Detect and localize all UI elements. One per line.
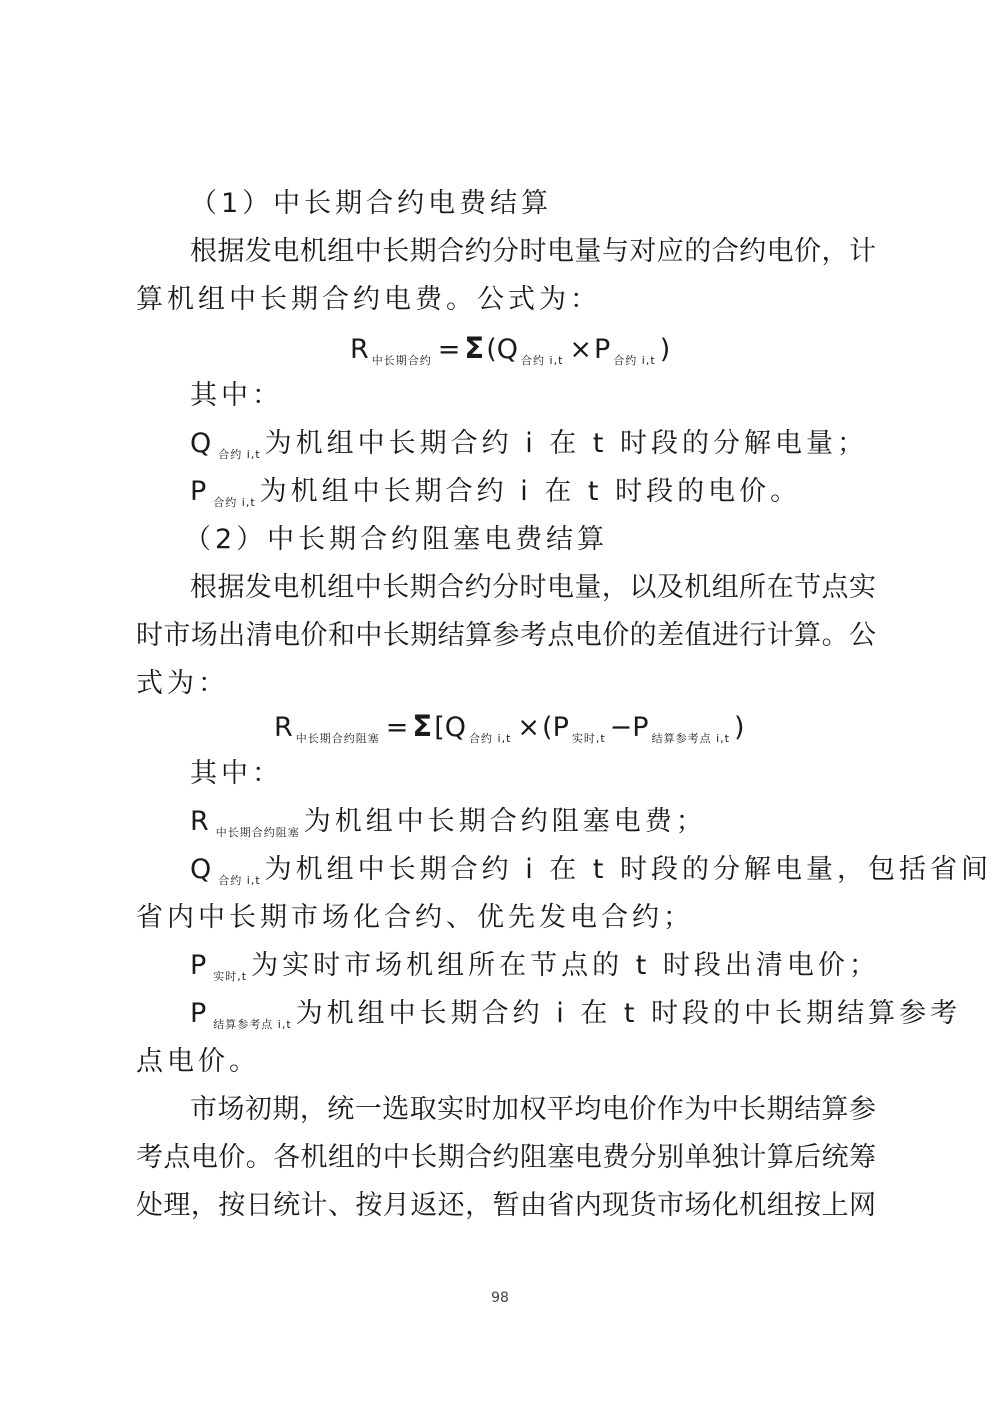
definition-p-realtime-text: 为实时市场机组所在节点的 t 时段出清电价； xyxy=(251,950,880,981)
definition-p-sub: 合约 i,t xyxy=(213,496,256,509)
formula-2-lparen: ( xyxy=(542,712,553,743)
paragraph-3-line-2: 考点电价。各机组的中长期合约阻塞电费分别单独计算后统筹 xyxy=(136,1142,876,1173)
formula-2-rparen: ) xyxy=(733,712,745,743)
section-heading-1: （1）中长期合约电费结算 xyxy=(190,188,553,219)
paragraph-1-line-1: 根据发电机组中长期合约分时电量与对应的合约电价，计 xyxy=(190,236,876,267)
paragraph-3-line-1: 市场初期，统一选取实时加权平均电价作为中长期结算参 xyxy=(190,1094,876,1125)
where-label-1: 其中： xyxy=(190,380,283,411)
formula-1-sigma: Σ xyxy=(464,331,485,365)
definition-p-contract xyxy=(190,468,876,516)
formula-2-sigma: Σ xyxy=(412,709,433,743)
formula-2 xyxy=(274,702,745,750)
definition-q2-text: 为机组中长期合约 i 在 t 时段的分解电量，包括省间 xyxy=(264,854,993,885)
definition-q2-symbol: Q xyxy=(190,854,216,885)
formula-2-equals: = xyxy=(385,712,409,743)
definition-q-text: 为机组中长期合约 i 在 t 时段的分解电量； xyxy=(264,428,869,459)
definition-p-realtime-symbol: P xyxy=(190,950,211,981)
definition-q2-sub: 合约 i,t xyxy=(218,874,261,887)
formula-2-p-reference: P xyxy=(632,712,649,743)
formula-2-p-reference-sub: 结算参考点 i,t xyxy=(651,732,730,745)
formula-1 xyxy=(350,324,670,372)
paragraph-2-line-2: 时市场出清电价和中长期结算参考点电价的差值进行计算。公 xyxy=(136,620,876,651)
definition-p-reference-sub: 结算参考点 i,t xyxy=(213,1018,292,1031)
formula-2-lhs: R xyxy=(274,712,293,743)
definition-r-text: 为机组中长期合约阻塞电费； xyxy=(303,806,707,837)
paragraph-1-line-2: 算机组中长期合约电费。公式为： xyxy=(136,284,601,315)
definition-r-sub: 中长期合约阻塞 xyxy=(215,826,300,839)
definition-r-symbol: R xyxy=(190,806,213,837)
formula-1-rparen: ) xyxy=(659,334,671,365)
formula-1-lhs-sub: 中长期合约 xyxy=(371,354,432,367)
definition-p-text: 为机组中长期合约 i 在 t 时段的电价。 xyxy=(259,476,802,507)
formula-1-times: × xyxy=(569,334,593,365)
formula-2-lbracket: [ xyxy=(434,712,445,743)
definition-p-symbol: P xyxy=(190,476,211,507)
page-number: 98 xyxy=(491,1290,509,1306)
definition-p-reference-cont: 点电价。 xyxy=(136,1046,260,1077)
formula-1-p-sub: 合约 i,t xyxy=(613,354,656,367)
definition-p-reference-text: 为机组中长期合约 i 在 t 时段的中长期结算参考 xyxy=(295,998,962,1029)
definition-p-reference-symbol: P xyxy=(190,998,211,1029)
formula-1-q: Q xyxy=(496,334,519,365)
definition-p-realtime xyxy=(190,942,880,990)
formula-1-q-sub: 合约 i,t xyxy=(521,354,564,367)
definition-q-symbol: Q xyxy=(190,428,216,459)
section-heading-2: （2）中长期合约阻塞电费结算 xyxy=(184,524,609,555)
paragraph-3-line-3: 处理，按日统计、按月返还，暂由省内现货市场化机组按上网 xyxy=(136,1190,876,1221)
formula-1-lhs: R xyxy=(350,334,369,365)
formula-2-p-realtime: P xyxy=(552,712,569,743)
definition-p-realtime-sub: 实时,t xyxy=(213,970,248,983)
definition-q-contract-2-cont: 省内中长期市场化合约、优先发电合约； xyxy=(136,902,694,933)
definition-r-congestion xyxy=(190,798,876,846)
formula-2-p-realtime-sub: 实时,t xyxy=(571,732,606,745)
paragraph-2-line-3: 式为： xyxy=(136,668,229,699)
where-label-2: 其中： xyxy=(190,758,283,789)
definition-q-contract xyxy=(190,420,876,468)
formula-2-minus: − xyxy=(609,712,633,743)
formula-2-lhs-sub: 中长期合约阻塞 xyxy=(295,732,380,745)
formula-2-q-sub: 合约 i,t xyxy=(469,732,512,745)
formula-1-equals: = xyxy=(437,334,461,365)
paragraph-2-line-1: 根据发电机组中长期合约分时电量，以及机组所在节点实 xyxy=(190,572,876,603)
formula-2-times: × xyxy=(517,712,541,743)
definition-p-reference xyxy=(190,990,962,1038)
definition-q-sub: 合约 i,t xyxy=(218,448,261,461)
formula-1-p: P xyxy=(594,334,611,365)
definition-q-contract-2 xyxy=(190,846,993,894)
formula-1-lparen: ( xyxy=(486,334,497,365)
formula-2-q: Q xyxy=(444,712,467,743)
